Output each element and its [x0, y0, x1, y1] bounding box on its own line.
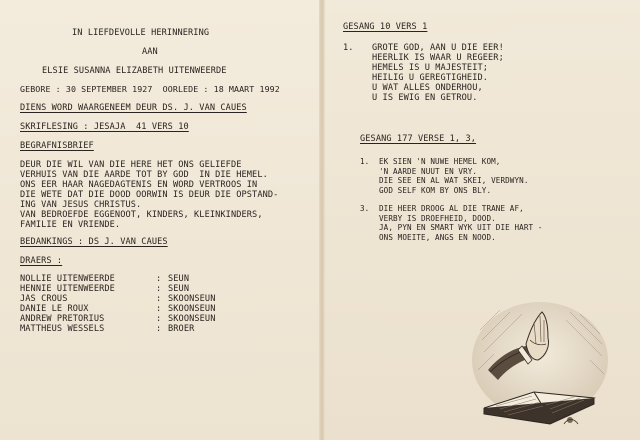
bearers-heading: DRAERS :	[20, 256, 63, 266]
obituary-line: ONS EER HAAR NAGEDAGTENIS EN WORD VERTROOS IN	[20, 180, 258, 190]
bearer-colon: :	[156, 304, 162, 314]
verse3-line: VERBY IS DROEFHEID, DOOD.	[379, 213, 496, 223]
service-line: DIENS WORD WAARGENEEM DEUR DS. J. VAN CAUES	[20, 103, 247, 113]
bearer-colon: :	[156, 284, 162, 294]
obituary-line: ING VAN JESUS CHRISTUS.	[20, 200, 142, 210]
bearer-relation: SEUN	[168, 274, 190, 284]
praying-hands-bible-illustration	[470, 300, 610, 430]
bearer-name: MATTHEUS WESSELS	[20, 324, 105, 334]
verse3-number: 3.	[360, 204, 370, 213]
verse1-line: DIE SEE EN AL WAT SKEI, VERDWYN.	[379, 176, 529, 185]
deceased-name: ELSIE SUSANNA ELIZABETH UITENWEERDE	[42, 66, 227, 76]
bearer-name: HENNIE UITENWEERDE	[20, 284, 115, 294]
life-dates: GEBORE : 30 SEPTEMBER 1927 OORLEDE : 18 MAART 1992	[20, 84, 280, 94]
verse1-line: GOD SELF KOM BY ONS BLY.	[379, 185, 492, 195]
bearer-colon: :	[156, 294, 162, 304]
obituary-heading: BEGRAFNISBRIEF	[20, 141, 94, 151]
verse1-line: EK SIEN 'N NUWE HEMEL KOM,	[379, 157, 501, 166]
bearer-name: DANIE LE ROUX	[20, 304, 89, 314]
hymn1-heading: GESANG 10 VERS 1	[343, 22, 428, 32]
page-fold	[319, 0, 325, 440]
verse3-line: ONS MOEITE, ANGS EN NOOD.	[379, 232, 496, 242]
bearer-relation: SKOONSEUN	[168, 304, 216, 314]
obituary-line: VAN BEDROEFDE EGGENOOT, KINDERS, KLEINKINDERS,	[20, 210, 263, 220]
obituary-line: VERHUIS VAN DIE AARDE TOT BY GOD IN DIE HEMEL.	[20, 170, 268, 180]
bearer-name: NOLLIE UITENWEERDE	[20, 274, 115, 284]
bearer-relation: SKOONSEUN	[168, 294, 216, 304]
hymn1-line: HEILIG U GEREGTIGHEID.	[372, 73, 489, 83]
memorial-title: IN LIEFDEVOLLE HERINNERING	[72, 28, 210, 38]
hymn1-line: GROTE GOD, AAN U DIE EER!	[372, 43, 504, 53]
bearer-name: ANDREW PRETORIUS	[20, 314, 105, 324]
hymn1-line: HEMELS IS U MAJESTEIT;	[372, 63, 489, 73]
bearer-relation: SEUN	[168, 284, 190, 294]
bearer-colon: :	[156, 324, 162, 334]
obituary-line: FAMILIE EN VRIENDE.	[20, 220, 121, 230]
obituary-line: DIE WETE DAT DIE DOOD OORWIN IS DEUR DIE OPSTAND-	[20, 190, 279, 200]
hymn1-number: 1.	[343, 43, 354, 53]
bearer-colon: :	[156, 274, 162, 284]
hymn1-line: U WAT ALLES ONDERHOU,	[372, 83, 483, 93]
scripture-reading: SKRIFLESING : JESAJA 41 VERS 10	[20, 122, 189, 132]
aan-label: AAN	[142, 47, 158, 57]
bearer-relation: SKOONSEUN	[168, 314, 216, 324]
verse1-line: 'N AARDE NUUT EN VRY.	[379, 166, 478, 176]
hymn1-line: HEERLIK IS WAAR U REGEER;	[372, 53, 504, 63]
verse1-number: 1.	[360, 157, 370, 166]
obituary-line: DEUR DIE WIL VAN DIE HERE HET ONS GELIEFDE	[20, 160, 242, 170]
bearer-name: JAS CROUS	[20, 294, 68, 304]
hymn1-line: U IS EWIG EN GETROU.	[372, 93, 478, 103]
bearer-colon: :	[156, 314, 162, 324]
bearer-relation: BROER	[168, 324, 195, 334]
thanks-line: BEDANKINGS : DS J. VAN CAUES	[20, 237, 168, 247]
hymn2-heading: GESANG 177 VERSE 1, 3,	[360, 134, 477, 144]
verse3-line: JA, PYN EN SMART WYK UIT DIE HART -	[379, 223, 543, 232]
verse3-line: DIE HEER DROOG AL DIE TRANE AF,	[379, 204, 524, 213]
